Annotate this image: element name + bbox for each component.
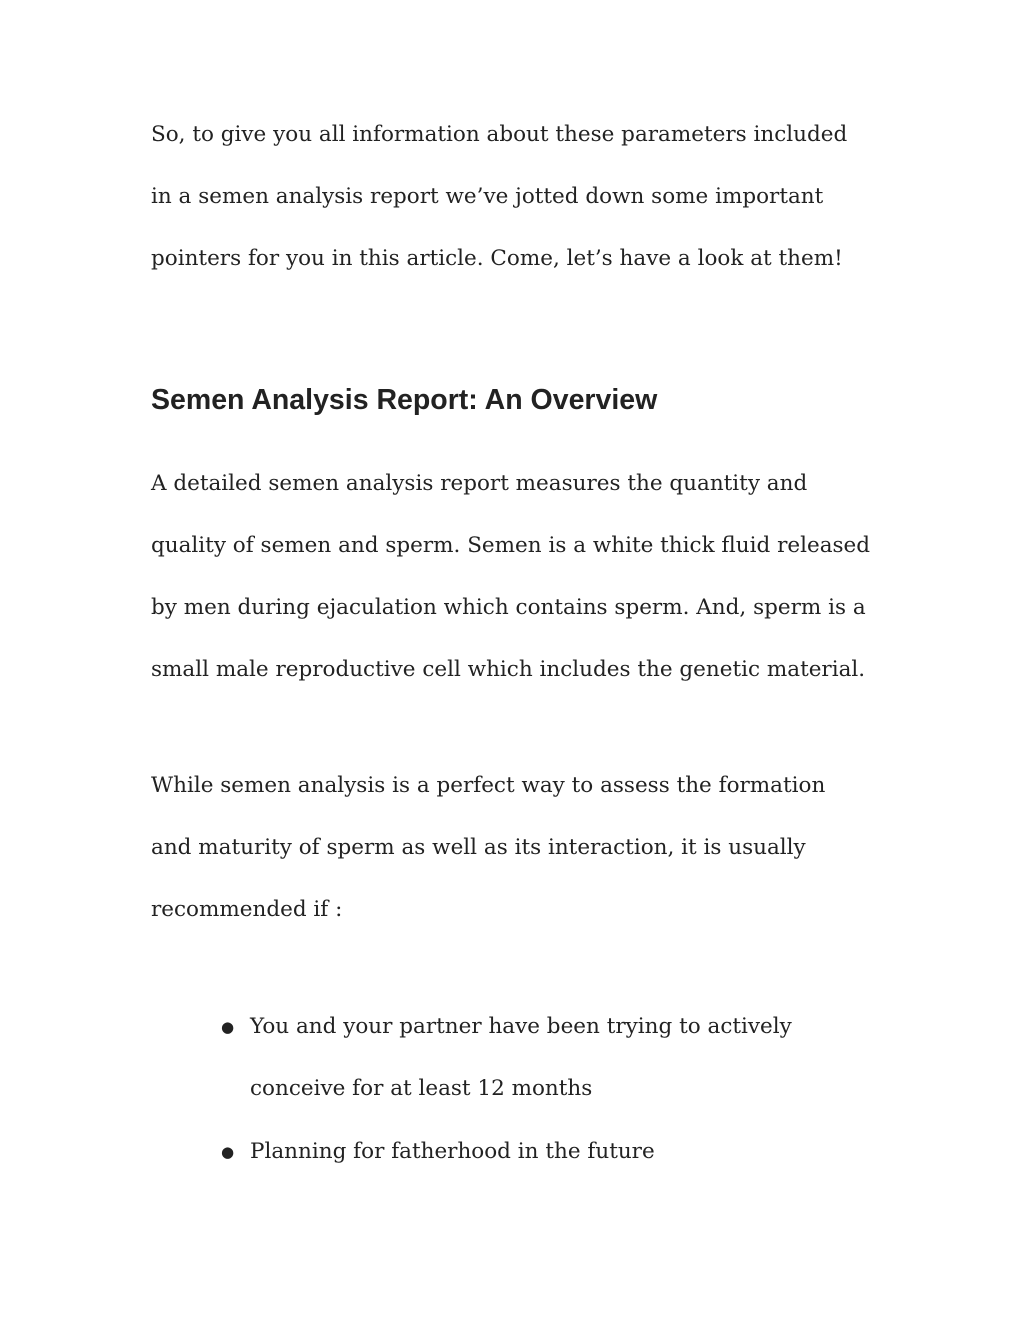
- bullet-icon: ●: [221, 1018, 235, 1036]
- paragraph-line: quality of semen and sperm. Semen is a white thick fluid released: [151, 533, 871, 558]
- paragraph-line: A detailed semen analysis report measures the quantity and: [151, 471, 808, 496]
- section-heading: Semen Analysis Report: An Overview: [151, 384, 658, 416]
- list-item-line: You and your partner have been trying to actively: [250, 1014, 792, 1039]
- intro-line: in a semen analysis report we’ve jotted down some important: [151, 184, 824, 209]
- paragraph-line: recommended if :: [151, 897, 343, 922]
- intro-line: So, to give you all information about these parameters included: [151, 122, 848, 147]
- paragraph-line: While semen analysis is a perfect way to assess the formation: [151, 773, 826, 798]
- paragraph-line: small male reproductive cell which includes the genetic material.: [151, 657, 866, 682]
- list-item-line: conceive for at least 12 months: [250, 1076, 593, 1101]
- intro-line: pointers for you in this article. Come, let’s have a look at them!: [151, 246, 843, 271]
- bullet-icon: ●: [221, 1143, 235, 1161]
- list-item-line: Planning for fatherhood in the future: [250, 1139, 655, 1164]
- paragraph-line: by men during ejaculation which contains sperm. And, sperm is a: [151, 595, 866, 620]
- paragraph-line: and maturity of sperm as well as its interaction, it is usually: [151, 835, 806, 860]
